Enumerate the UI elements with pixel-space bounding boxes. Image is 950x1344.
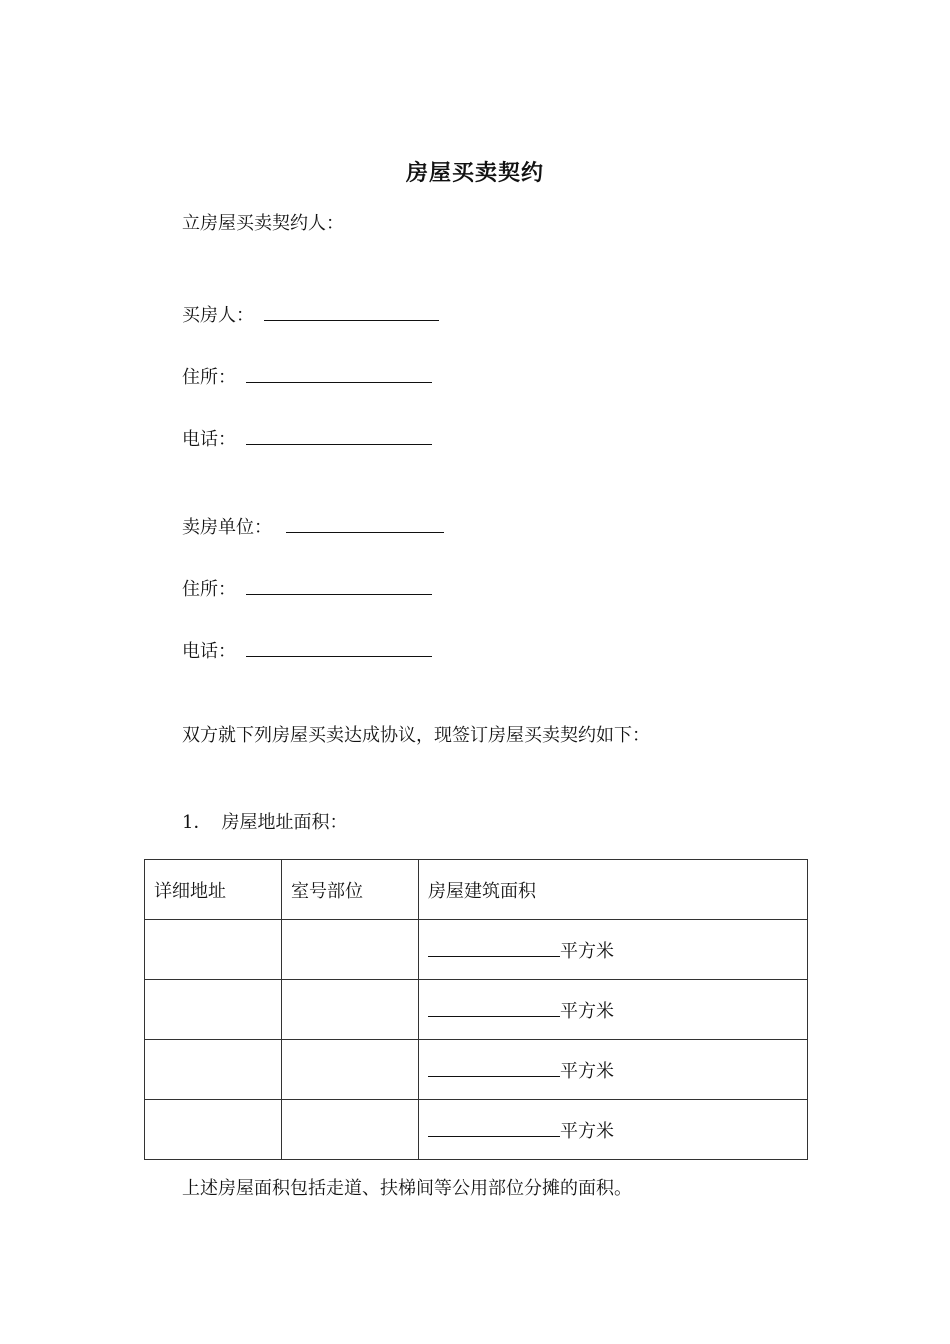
cell-room[interactable] [282, 1100, 419, 1160]
cell-area [419, 1040, 808, 1100]
section-1-title: 房屋地址面积： [221, 812, 348, 833]
area-note: 上述房屋面积包括走道、扶梯间等公用部位分摊的面积。 [182, 1178, 632, 1199]
buyer-address-blank[interactable] [246, 362, 432, 383]
header-room: 室号部位 [282, 860, 419, 920]
section-1-number: 1． [182, 812, 212, 833]
seller-address-label: 住所： [182, 579, 236, 600]
area-blank[interactable] [428, 996, 560, 1017]
cell-address[interactable] [145, 1100, 282, 1160]
buyer-name-blank[interactable] [264, 300, 439, 321]
area-blank[interactable] [428, 1056, 560, 1077]
cell-address[interactable] [145, 1040, 282, 1100]
cell-room[interactable] [282, 920, 419, 980]
buyer-address-line [182, 362, 432, 390]
buyer-phone-label: 电话： [182, 429, 236, 450]
cell-area [419, 1100, 808, 1160]
agreement-line: 双方就下列房屋买卖达成协议，现签订房屋买卖契约如下： [182, 725, 650, 746]
buyer-phone-line [182, 424, 432, 452]
area-unit: 平方米 [560, 1001, 614, 1022]
cell-area [419, 980, 808, 1040]
table-row [145, 1040, 808, 1100]
table-row [145, 1100, 808, 1160]
area-unit: 平方米 [560, 1121, 614, 1142]
seller-phone-line [182, 636, 432, 664]
seller-phone-label: 电话： [182, 641, 236, 662]
cell-area [419, 920, 808, 980]
buyer-address-label: 住所： [182, 367, 236, 388]
table-header-row [145, 860, 808, 920]
header-area: 房屋建筑面积 [419, 860, 808, 920]
buyer-phone-blank[interactable] [246, 424, 432, 445]
seller-name-blank[interactable] [286, 512, 444, 533]
seller-address-line [182, 574, 432, 602]
document-title: 房屋买卖契约 [405, 161, 544, 186]
section-1-heading [182, 811, 347, 835]
seller-name-label: 卖房单位： [182, 517, 272, 538]
area-blank[interactable] [428, 1116, 560, 1137]
buyer-name-line [182, 300, 439, 328]
table-row [145, 980, 808, 1040]
cell-room[interactable] [282, 980, 419, 1040]
seller-phone-blank[interactable] [246, 636, 432, 657]
table-row [145, 920, 808, 980]
area-blank[interactable] [428, 936, 560, 957]
header-address: 详细地址 [145, 860, 282, 920]
area-table [144, 859, 808, 1160]
seller-name-line [182, 512, 444, 540]
cell-room[interactable] [282, 1040, 419, 1100]
area-unit: 平方米 [560, 1061, 614, 1082]
area-unit: 平方米 [560, 941, 614, 962]
cell-address[interactable] [145, 920, 282, 980]
seller-address-blank[interactable] [246, 574, 432, 595]
intro-line: 立房屋买卖契约人： [182, 213, 344, 234]
cell-address[interactable] [145, 980, 282, 1040]
buyer-name-label: 买房人： [182, 305, 254, 326]
